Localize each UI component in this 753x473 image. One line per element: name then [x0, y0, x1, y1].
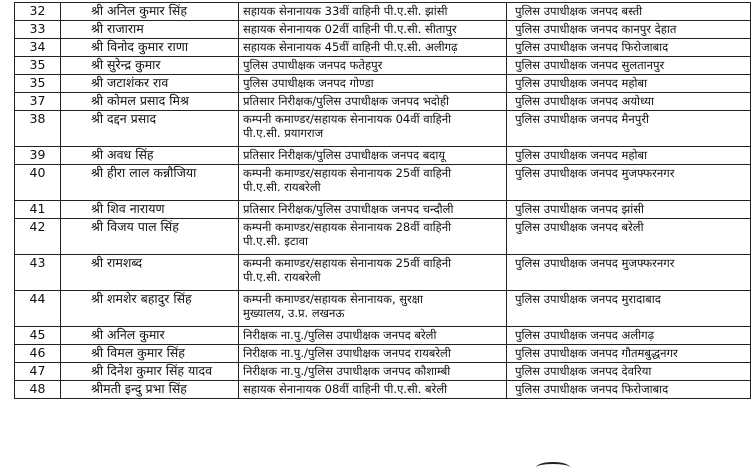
table-row — [15, 39, 751, 57]
new-posting-line: पुलिस उपाधीक्षक जनपद देवरिया — [515, 364, 652, 378]
current-posting-line: कम्पनी कमाण्डर/सहायक सेनानायक 25वीं वाहिनी — [243, 166, 452, 180]
serial-number-cell: 39 — [15, 147, 61, 165]
current-posting-line: प्रतिसार निरीक्षक/पुलिस उपाधीक्षक जनपद बदायू — [243, 148, 446, 162]
current-posting-line: निरीक्षक ना.पु./पुलिस उपाधीक्षक जनपद कौशाम्बी — [243, 364, 451, 378]
new-posting-line: पुलिस उपाधीक्षक जनपद फिरोजाबाद — [515, 40, 669, 54]
table-row — [15, 75, 751, 93]
new-posting-line: पुलिस उपाधीक्षक जनपद मुरादाबाद — [515, 292, 661, 306]
new-posting-line: पुलिस उपाधीक्षक जनपद कानपुर देहात — [515, 22, 677, 36]
current-posting-line: पुलिस उपाधीक्षक जनपद गोण्डा — [243, 76, 374, 90]
new-posting-cell — [507, 57, 751, 75]
new-posting-cell — [507, 147, 751, 165]
officer-name-cell: श्री विनोद कुमार राणा — [61, 39, 239, 57]
serial-number-cell: 44 — [15, 291, 61, 327]
new-posting-line: पुलिस उपाधीक्षक जनपद मुजफ्फरनगर — [515, 256, 675, 270]
current-posting-cell — [239, 147, 507, 165]
current-posting-cell — [239, 363, 507, 381]
current-posting-line: पी.ए.सी. रायबरेली — [243, 180, 321, 194]
current-posting-line: कम्पनी कमाण्डर/सहायक सेनानायक, सुरक्षा — [243, 292, 423, 306]
table-row — [15, 57, 751, 75]
current-posting-line: सहायक सेनानायक 45वीं वाहिनी पी.ए.सी. अलीगढ़ — [243, 40, 458, 54]
current-posting-line: मुख्यालय, उ.प्र. लखनऊ — [243, 306, 345, 320]
new-posting-cell — [507, 381, 751, 399]
current-posting-line: प्रतिसार निरीक्षक/पुलिस उपाधीक्षक जनपद चन्दौली — [243, 202, 454, 216]
current-posting-line: सहायक सेनानायक 33वीं वाहिनी पी.ए.सी. झांसी — [243, 4, 448, 18]
new-posting-cell — [507, 21, 751, 39]
page-edge-mark — [536, 462, 570, 473]
current-posting-cell — [239, 39, 507, 57]
serial-number-cell: 48 — [15, 381, 61, 399]
current-posting-cell — [239, 201, 507, 219]
current-posting-line: प्रतिसार निरीक्षक/पुलिस उपाधीक्षक जनपद भदोही — [243, 94, 449, 108]
new-posting-cell — [507, 255, 751, 291]
current-posting-cell — [239, 381, 507, 399]
serial-number-cell: 40 — [15, 165, 61, 201]
new-posting-line: पुलिस उपाधीक्षक जनपद सुलतानपुर — [515, 58, 665, 72]
new-posting-line: पुलिस उपाधीक्षक जनपद महोबा — [515, 148, 648, 162]
new-posting-line: पुलिस उपाधीक्षक जनपद फिरोजाबाद — [515, 382, 669, 396]
table-row — [15, 327, 751, 345]
transfer-table — [14, 2, 751, 399]
officer-name-cell: श्री अनिल कुमार सिंह — [61, 3, 239, 21]
table-row — [15, 93, 751, 111]
current-posting-line: पी.ए.सी. रायबरेली — [243, 270, 321, 284]
new-posting-cell — [507, 93, 751, 111]
current-posting-line: कम्पनी कमाण्डर/सहायक सेनानायक 04वीं वाहिनी — [243, 112, 452, 126]
current-posting-cell — [239, 165, 507, 201]
new-posting-line: पुलिस उपाधीक्षक जनपद मैनपुरी — [515, 112, 650, 126]
serial-number-cell: 35 — [15, 75, 61, 93]
table-row — [15, 21, 751, 39]
serial-number-cell: 37 — [15, 93, 61, 111]
serial-number-cell: 35 — [15, 57, 61, 75]
current-posting-line: कम्पनी कमाण्डर/सहायक सेनानायक 28वीं वाहिनी — [243, 220, 452, 234]
officer-name-cell: श्री सुरेन्द्र कुमार — [61, 57, 239, 75]
current-posting-cell — [239, 21, 507, 39]
current-posting-cell — [239, 255, 507, 291]
table-row — [15, 219, 751, 255]
officer-name-cell: श्री विमल कुमार सिंह — [61, 345, 239, 363]
serial-number-cell: 33 — [15, 21, 61, 39]
new-posting-cell — [507, 111, 751, 147]
officer-name-cell: श्री जटाशंकर राव — [61, 75, 239, 93]
current-posting-cell — [239, 219, 507, 255]
new-posting-line: पुलिस उपाधीक्षक जनपद बरेली — [515, 220, 644, 234]
new-posting-line: पुलिस उपाधीक्षक जनपद गौतमबुद्धनगर — [515, 346, 678, 360]
officer-name-cell: श्री विजय पाल सिंह — [61, 219, 239, 255]
current-posting-cell — [239, 57, 507, 75]
table-row — [15, 363, 751, 381]
current-posting-cell — [239, 327, 507, 345]
current-posting-line: निरीक्षक ना.पु./पुलिस उपाधीक्षक जनपद रायबरेली — [243, 346, 451, 360]
officer-name-cell: श्री शमशेर बहादुर सिंह — [61, 291, 239, 327]
table-row — [15, 345, 751, 363]
serial-number-cell: 41 — [15, 201, 61, 219]
new-posting-line: पुलिस उपाधीक्षक जनपद अयोध्या — [515, 94, 654, 108]
current-posting-line: सहायक सेनानायक 02वीं वाहिनी पी.ए.सी. सीतापुर — [243, 22, 457, 36]
current-posting-line: पी.ए.सी. प्रयागराज — [243, 126, 324, 140]
new-posting-cell — [507, 327, 751, 345]
new-posting-line: पुलिस उपाधीक्षक जनपद महोबा — [515, 76, 648, 90]
officer-name-cell: श्री रामशब्द — [61, 255, 239, 291]
serial-number-cell: 38 — [15, 111, 61, 147]
officer-name-cell: श्री हीरा लाल कन्नौजिया — [61, 165, 239, 201]
current-posting-line: पी.ए.सी. इटावा — [243, 234, 309, 248]
new-posting-cell — [507, 291, 751, 327]
new-posting-line: पुलिस उपाधीक्षक जनपद बस्ती — [515, 4, 643, 18]
new-posting-cell — [507, 3, 751, 21]
serial-number-cell: 45 — [15, 327, 61, 345]
current-posting-cell — [239, 345, 507, 363]
current-posting-line: सहायक सेनानायक 08वीं वाहिनी पी.ए.सी. बरेली — [243, 382, 448, 396]
table-row — [15, 3, 751, 21]
serial-number-cell: 42 — [15, 219, 61, 255]
new-posting-cell — [507, 39, 751, 57]
serial-number-cell: 34 — [15, 39, 61, 57]
officer-name-cell: श्रीमती इन्दु प्रभा सिंह — [61, 381, 239, 399]
officer-name-cell: श्री दद्दन प्रसाद — [61, 111, 239, 147]
new-posting-cell — [507, 75, 751, 93]
table-row — [15, 381, 751, 399]
new-posting-line: पुलिस उपाधीक्षक जनपद अलीगढ़ — [515, 328, 655, 342]
officer-name-cell: श्री शिव नारायण — [61, 201, 239, 219]
current-posting-cell — [239, 75, 507, 93]
officer-name-cell: श्री अनिल कुमार — [61, 327, 239, 345]
current-posting-cell — [239, 291, 507, 327]
new-posting-line: पुलिस उपाधीक्षक जनपद झांसी — [515, 202, 644, 216]
serial-number-cell: 43 — [15, 255, 61, 291]
table-row — [15, 201, 751, 219]
current-posting-line: पुलिस उपाधीक्षक जनपद फतेहपुर — [243, 58, 383, 72]
current-posting-cell — [239, 3, 507, 21]
table-row — [15, 111, 751, 147]
new-posting-line: पुलिस उपाधीक्षक जनपद मुजफ्फरनगर — [515, 166, 675, 180]
new-posting-cell — [507, 219, 751, 255]
current-posting-line: कम्पनी कमाण्डर/सहायक सेनानायक 25वीं वाहिनी — [243, 256, 452, 270]
new-posting-cell — [507, 363, 751, 381]
table-row — [15, 291, 751, 327]
new-posting-cell — [507, 201, 751, 219]
officer-name-cell: श्री दिनेश कुमार सिंह यादव — [61, 363, 239, 381]
officer-name-cell: श्री अवध सिंह — [61, 147, 239, 165]
current-posting-cell — [239, 93, 507, 111]
current-posting-cell — [239, 111, 507, 147]
table-row — [15, 255, 751, 291]
serial-number-cell: 32 — [15, 3, 61, 21]
serial-number-cell: 46 — [15, 345, 61, 363]
new-posting-cell — [507, 345, 751, 363]
serial-number-cell: 47 — [15, 363, 61, 381]
officer-name-cell: श्री कोमल प्रसाद मिश्र — [61, 93, 239, 111]
table-row — [15, 147, 751, 165]
current-posting-line: निरीक्षक ना.पु./पुलिस उपाधीक्षक जनपद बरेली — [243, 328, 437, 342]
officer-name-cell: श्री राजाराम — [61, 21, 239, 39]
transfer-table-body — [15, 3, 751, 399]
new-posting-cell — [507, 165, 751, 201]
table-row — [15, 165, 751, 201]
